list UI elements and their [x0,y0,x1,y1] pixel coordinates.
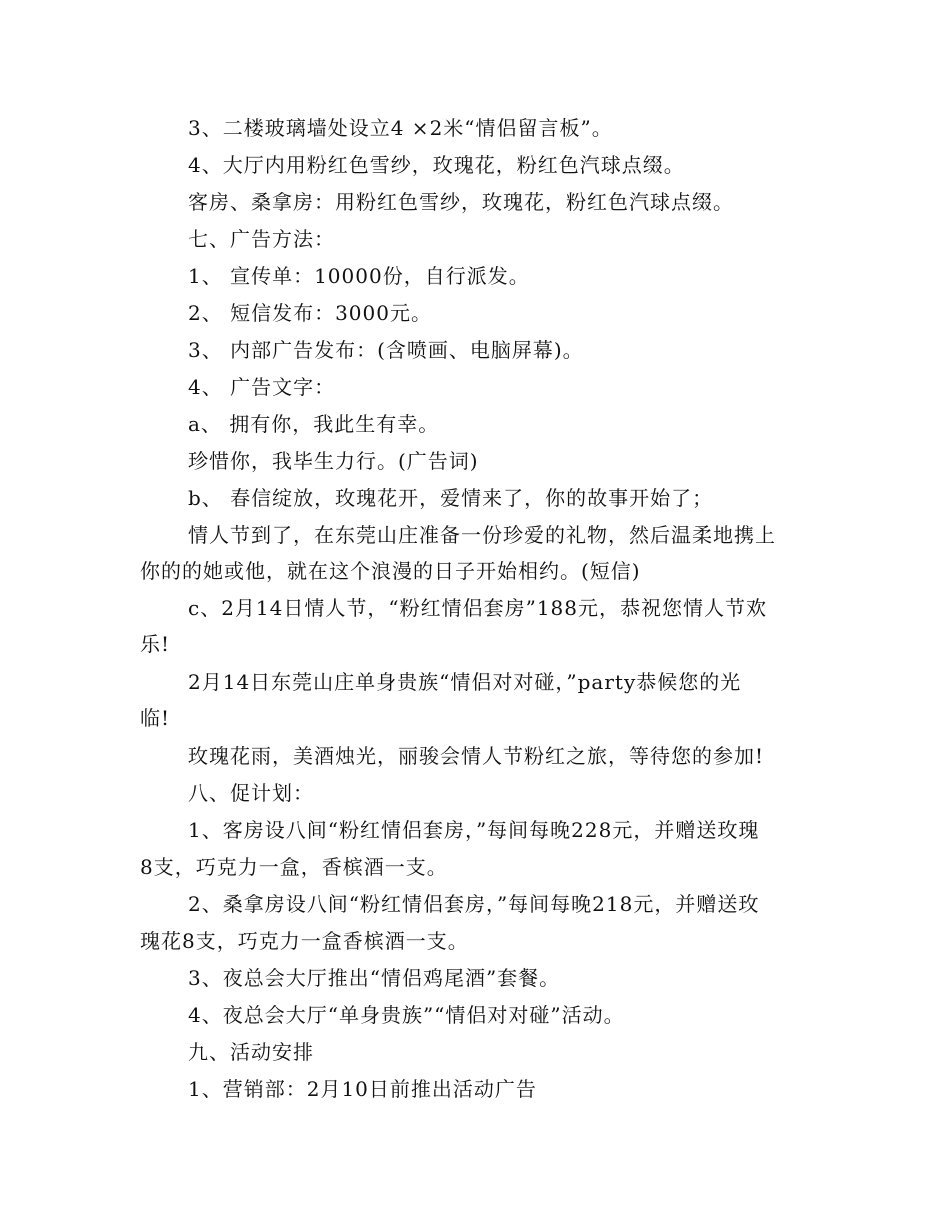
text-line: 客房、桑拿房：用粉红色雪纱，玫瑰花，粉红色汽球点缀。 [188,190,734,214]
text-line: 3、二楼玻璃墙处设立4 ×2米“情侣留言板”。 [188,116,613,140]
text-line: b、 春信绽放，玫瑰花开，爱情来了，你的故事开始了； [188,486,714,510]
text-line: a、 拥有你，我此生有幸。 [188,412,440,436]
text-line: 你的的她或他，就在这个浪漫的日子开始相约。(短信) [140,559,641,583]
text-line: c、2月14日情人节，“粉红情侣套房”188元，恭祝您情人节欢 [188,596,767,620]
text-line: 瑰花8支，巧克力一盒香槟酒一支。 [140,929,469,953]
text-line: 2月14日东莞山庄单身贵族“情侣对对碰，”party恭候您的光 [188,670,742,694]
text-line: 1、营销部：2月10日前推出活动广告 [188,1077,537,1101]
text-line: 8支，巧克力一盒，香槟酒一支。 [140,855,448,879]
section-heading: 八、促计划： [188,781,314,805]
text-line: 2、桑拿房设八间“粉红情侣套房，”每间每晚218元，并赠送玫 [188,892,760,916]
text-line: 乐! [140,632,171,656]
text-line: 3、 内部广告发布：(含喷画、电脑屏幕)。 [188,338,584,362]
text-line: 珍惜你，我毕生力行。(广告词) [188,449,479,473]
text-line: 1、 宣传单：10000份，自行派发。 [188,264,530,288]
text-line: 临! [140,706,171,730]
text-line: 1、客房设八间“粉红情侣套房，”每间每晚228元，并赠送玫瑰 [188,818,760,842]
text-line: 3、夜总会大厅推出“情侣鸡尾酒”套餐。 [188,966,561,990]
section-heading: 九、活动安排 [188,1040,314,1064]
text-line: 4、 广告文字： [188,375,336,399]
text-line: 4、大厅内用粉红色雪纱，玫瑰花，粉红色汽球点缀。 [188,153,685,177]
section-heading: 七、广告方法： [188,227,335,251]
text-line: 玫瑰花雨，美酒烛光，丽骏会情人节粉红之旅，等待您的参加! [188,744,765,768]
text-line: 情人节到了，在东莞山庄准备一份珍爱的礼物，然后温柔地携上 [188,523,776,547]
text-line: 4、夜总会大厅“单身贵族”“情侣对对碰”活动。 [188,1003,625,1027]
text-line: 2、 短信发布：3000元。 [188,301,432,325]
